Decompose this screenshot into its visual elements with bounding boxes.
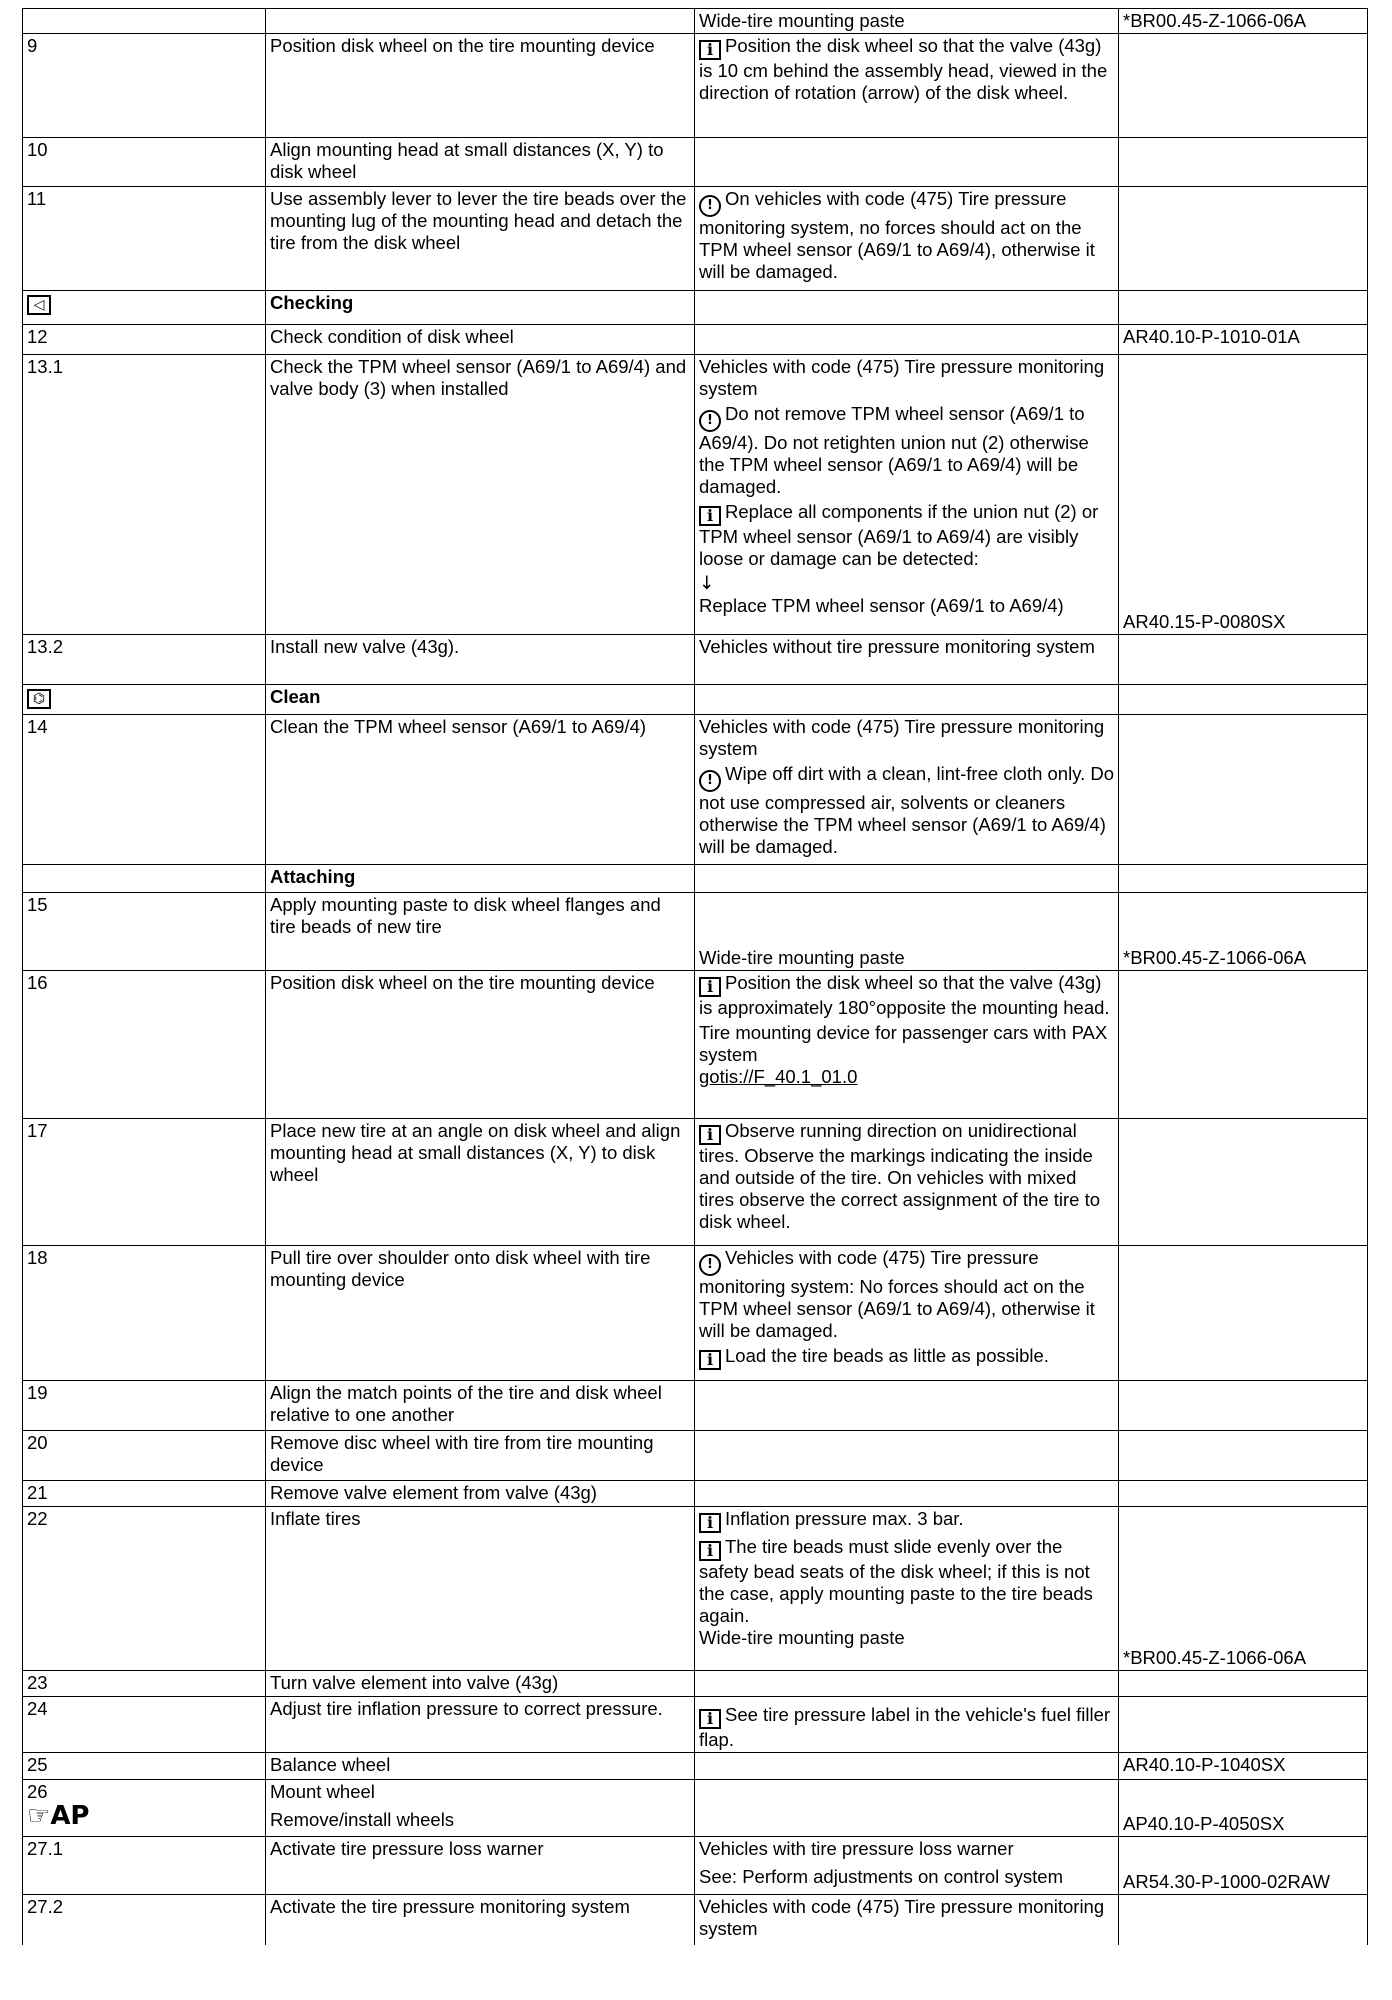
caution-icon: ! bbox=[699, 1254, 721, 1276]
section-title: Clean bbox=[266, 685, 695, 715]
section-row bbox=[23, 865, 1368, 893]
step-cell: 22 bbox=[23, 1507, 266, 1671]
notes-cell bbox=[695, 715, 1119, 865]
step-cell: 25 bbox=[23, 1753, 266, 1780]
table-row bbox=[23, 1246, 1368, 1381]
step-cell: 15 bbox=[23, 893, 266, 971]
step-cell bbox=[23, 9, 266, 34]
action-cell: Adjust tire inflation pressure to correct pressure. bbox=[266, 1697, 695, 1753]
notes-cell: Vehicles without tire pressure monitoring system bbox=[695, 635, 1119, 685]
action-cell: Position disk wheel on the tire mounting device bbox=[266, 971, 695, 1119]
action-cell: Place new tire at an angle on disk wheel and align mounting head at small distances (X, Y) to disk wheel bbox=[266, 1119, 695, 1246]
note-text: Tire mounting device for passenger cars with PAX system bbox=[699, 1022, 1108, 1065]
ref-cell bbox=[1119, 1381, 1368, 1431]
ref-cell: *BR00.45-Z-1066-06A bbox=[1119, 1507, 1368, 1671]
notes-cell bbox=[695, 1431, 1119, 1481]
action-cell: Install new valve (43g). bbox=[266, 635, 695, 685]
procedure-table-body bbox=[23, 9, 1368, 1945]
action-cell: Activate the tire pressure monitoring system bbox=[266, 1895, 695, 1945]
ref-cell: AR40.10-P-1040SX bbox=[1119, 1753, 1368, 1780]
section-row bbox=[23, 291, 1368, 325]
ref-cell bbox=[1119, 1697, 1368, 1753]
step-cell: 16 bbox=[23, 971, 266, 1119]
action-cell: Pull tire over shoulder onto disk wheel with tire mounting device bbox=[266, 1246, 695, 1381]
notes-cell bbox=[695, 1753, 1119, 1780]
action-cell bbox=[266, 9, 695, 34]
arrow-down-icon: ↓ bbox=[699, 573, 715, 594]
action-cell: Remove disc wheel with tire from tire mounting device bbox=[266, 1431, 695, 1481]
caution-icon: ! bbox=[699, 195, 721, 217]
ref-cell bbox=[1119, 971, 1368, 1119]
info-icon: i bbox=[699, 1350, 721, 1370]
action-cell: Align mounting head at small distances (X, Y) to disk wheel bbox=[266, 138, 695, 187]
table-row bbox=[23, 355, 1368, 635]
ref-cell bbox=[1119, 1431, 1368, 1481]
step-cell: 27.1 bbox=[23, 1837, 266, 1895]
document-page bbox=[22, 8, 1368, 1945]
gotis-link[interactable]: gotis://F_40.1_01.0 bbox=[699, 1066, 858, 1087]
ref-cell bbox=[1119, 635, 1368, 685]
table-row bbox=[23, 1697, 1368, 1753]
step-cell: 13.2 bbox=[23, 635, 266, 685]
step-cell: 12 bbox=[23, 325, 266, 355]
step-cell: 9 bbox=[23, 34, 266, 138]
step-cell: 27.2 bbox=[23, 1895, 266, 1945]
note-text: Replace all components if the union nut (2) or TPM wheel sensor (A69/1 to A69/4) are visibly loose or damage can be detected: bbox=[699, 501, 1099, 569]
action-cell: Align the match points of the tire and disk wheel relative to one another bbox=[266, 1381, 695, 1431]
notes-cell bbox=[695, 685, 1119, 715]
notes-cell bbox=[695, 34, 1119, 138]
notes-cell bbox=[695, 1119, 1119, 1246]
step-cell bbox=[23, 1780, 266, 1837]
notes-cell bbox=[695, 1507, 1119, 1671]
notes-cell bbox=[695, 1671, 1119, 1697]
info-icon: i bbox=[699, 506, 721, 526]
step-cell: 11 bbox=[23, 187, 266, 291]
step-cell: 13.1 bbox=[23, 355, 266, 635]
section-title: Checking bbox=[266, 291, 695, 325]
step-cell: 10 bbox=[23, 138, 266, 187]
action-cell: Balance wheel bbox=[266, 1753, 695, 1780]
ref-cell bbox=[1119, 1895, 1368, 1945]
info-icon: i bbox=[699, 1125, 721, 1145]
note-text: Load the tire beads as little as possible. bbox=[725, 1345, 1049, 1366]
section-row bbox=[23, 685, 1368, 715]
step-cell: 19 bbox=[23, 1381, 266, 1431]
note-text: Inflation pressure max. 3 bar. bbox=[725, 1508, 964, 1529]
notes-cell bbox=[695, 971, 1119, 1119]
note-text: On vehicles with code (475) Tire pressure monitoring system, no forces should act on the TPM wheel sensor (A69/1 to A69/4), otherwise it will be damaged. bbox=[699, 188, 1095, 282]
action-cell: Check the TPM wheel sensor (A69/1 to A69/4) and valve body (3) when installed bbox=[266, 355, 695, 635]
table-row bbox=[23, 1895, 1368, 1945]
table-row bbox=[23, 1381, 1368, 1431]
info-icon: i bbox=[699, 40, 721, 60]
section-title: Attaching bbox=[266, 865, 695, 893]
notes-cell bbox=[695, 1381, 1119, 1431]
note-text: Wide-tire mounting paste bbox=[699, 10, 905, 31]
notes-cell: Wide-tire mounting paste bbox=[695, 893, 1119, 971]
action-cell: Inflate tires bbox=[266, 1507, 695, 1671]
notes-cell bbox=[695, 1697, 1119, 1753]
ref-cell bbox=[1119, 34, 1368, 138]
table-row bbox=[23, 1780, 1368, 1837]
note-text: Vehicles with code (475) Tire pressure monitoring system bbox=[699, 356, 1105, 399]
table-row bbox=[23, 1119, 1368, 1246]
note-text: Replace TPM wheel sensor (A69/1 to A69/4) bbox=[699, 595, 1064, 616]
ref-cell bbox=[1119, 1246, 1368, 1381]
step-cell: 14 bbox=[23, 715, 266, 865]
step-cell: 23 bbox=[23, 1671, 266, 1697]
action-cell: Activate tire pressure loss warner bbox=[266, 1837, 695, 1895]
action-cell: Use assembly lever to lever the tire beads over the mounting lug of the mounting head and detach the tire from the disk wheel bbox=[266, 187, 695, 291]
table-row bbox=[23, 715, 1368, 865]
notes-cell bbox=[695, 1246, 1119, 1381]
ref-cell bbox=[1119, 865, 1368, 893]
notes-cell bbox=[695, 138, 1119, 187]
info-icon: i bbox=[699, 1513, 721, 1533]
ref-cell: *BR00.45-Z-1066-06A bbox=[1119, 9, 1368, 34]
action-cell: Apply mounting paste to disk wheel flanges and tire beads of new tire bbox=[266, 893, 695, 971]
info-icon: i bbox=[699, 1541, 721, 1561]
section-icon-cell bbox=[23, 291, 266, 325]
ref-cell bbox=[1119, 1671, 1368, 1697]
ref-cell: AR54.30-P-1000-02RAW bbox=[1119, 1837, 1368, 1895]
note-text: Position the disk wheel so that the valve (43g) is 10 cm behind the assembly head, viewed in the direction of rotation (arrow) of the disk wheel. bbox=[699, 35, 1108, 103]
action-cell: Clean the TPM wheel sensor (A69/1 to A69/4) bbox=[266, 715, 695, 865]
step-cell: 18 bbox=[23, 1246, 266, 1381]
table-row bbox=[23, 893, 1368, 971]
table-row bbox=[23, 9, 1368, 34]
note-text: See tire pressure label in the vehicle's fuel filler flap. bbox=[699, 1704, 1111, 1750]
action-text: Mount wheel bbox=[270, 1781, 375, 1802]
note-text: Do not remove TPM wheel sensor (A69/1 to A69/4). Do not retighten union nut (2) otherwise the TPM wheel sensor (A69/1 to A69/4) will be damaged. bbox=[699, 403, 1089, 497]
action-text: Remove/install wheels bbox=[270, 1809, 455, 1830]
note-text: Vehicles with tire pressure loss warner bbox=[699, 1838, 1014, 1859]
notes-cell bbox=[695, 325, 1119, 355]
notes-cell bbox=[695, 865, 1119, 893]
ref-cell bbox=[1119, 715, 1368, 865]
table-row bbox=[23, 971, 1368, 1119]
info-icon: i bbox=[699, 977, 721, 997]
note-text: Vehicles with code (475) Tire pressure monitoring system: No forces should act on the TPM wheel sensor (A69/1 to A69/4), otherwise it will be damaged. bbox=[699, 1247, 1095, 1341]
ref-cell: AR40.15-P-0080SX bbox=[1119, 355, 1368, 635]
note-text: Wide-tire mounting paste bbox=[699, 1627, 905, 1648]
ref-cell bbox=[1119, 138, 1368, 187]
checking-icon: ◁ bbox=[27, 295, 51, 315]
ref-cell bbox=[1119, 187, 1368, 291]
ref-cell: AR40.10-P-1010-01A bbox=[1119, 325, 1368, 355]
table-row bbox=[23, 187, 1368, 291]
action-cell: Turn valve element into valve (43g) bbox=[266, 1671, 695, 1697]
note-text: Position the disk wheel so that the valve (43g) is approximately 180°opposite the mounting head. bbox=[699, 972, 1110, 1018]
step-cell: 20 bbox=[23, 1431, 266, 1481]
notes-cell bbox=[695, 187, 1119, 291]
ref-cell bbox=[1119, 291, 1368, 325]
ref-cell bbox=[1119, 1119, 1368, 1246]
notes-cell: Vehicles with code (475) Tire pressure monitoring system bbox=[695, 1895, 1119, 1945]
action-cell: Position disk wheel on the tire mounting device bbox=[266, 34, 695, 138]
ap-reference-icon: ☞AP bbox=[27, 1801, 90, 1831]
step-cell: 17 bbox=[23, 1119, 266, 1246]
table-row bbox=[23, 1481, 1368, 1507]
action-cell bbox=[266, 1780, 695, 1837]
notes-cell bbox=[695, 291, 1119, 325]
table-row bbox=[23, 325, 1368, 355]
table-row bbox=[23, 1753, 1368, 1780]
notes-cell bbox=[695, 1481, 1119, 1507]
table-row bbox=[23, 1671, 1368, 1697]
ref-cell bbox=[1119, 685, 1368, 715]
note-text: Vehicles with code (475) Tire pressure monitoring system bbox=[699, 716, 1105, 759]
section-icon-cell bbox=[23, 685, 266, 715]
ref-cell: *BR00.45-Z-1066-06A bbox=[1119, 893, 1368, 971]
note-text: See: Perform adjustments on control system bbox=[699, 1866, 1063, 1887]
action-cell: Check condition of disk wheel bbox=[266, 325, 695, 355]
notes-cell bbox=[695, 9, 1119, 34]
step-cell: 24 bbox=[23, 1697, 266, 1753]
table-row bbox=[23, 1507, 1368, 1671]
notes-cell bbox=[695, 355, 1119, 635]
procedure-table bbox=[22, 8, 1368, 1945]
ref-cell: AP40.10-P-4050SX bbox=[1119, 1780, 1368, 1837]
table-row bbox=[23, 1431, 1368, 1481]
notes-cell bbox=[695, 1780, 1119, 1837]
section-icon-cell bbox=[23, 865, 266, 893]
caution-icon: ! bbox=[699, 410, 721, 432]
notes-cell bbox=[695, 1837, 1119, 1895]
ref-cell bbox=[1119, 1481, 1368, 1507]
note-text: Observe running direction on unidirectional tires. Observe the markings indicating the inside and outside of the tire. On vehicles with mixed tires observe the correct assignment of the tire to disk wheel. bbox=[699, 1120, 1101, 1232]
table-row bbox=[23, 1837, 1368, 1895]
caution-icon: ! bbox=[699, 770, 721, 792]
step-number: 26 bbox=[27, 1781, 48, 1802]
info-icon: i bbox=[699, 1709, 721, 1729]
table-row bbox=[23, 34, 1368, 138]
clean-icon: ⌬ bbox=[27, 689, 51, 709]
table-row bbox=[23, 635, 1368, 685]
step-cell: 21 bbox=[23, 1481, 266, 1507]
table-row bbox=[23, 138, 1368, 187]
action-cell: Remove valve element from valve (43g) bbox=[266, 1481, 695, 1507]
note-text: The tire beads must slide evenly over the safety bead seats of the disk wheel; if this is not the case, apply mounting paste to the tire beads again. bbox=[699, 1536, 1093, 1626]
note-text: Wipe off dirt with a clean, lint-free cloth only. Do not use compressed air, solvents or cleaners otherwise the TPM wheel sensor (A69/1 to A69/4) will be damaged. bbox=[699, 763, 1115, 857]
